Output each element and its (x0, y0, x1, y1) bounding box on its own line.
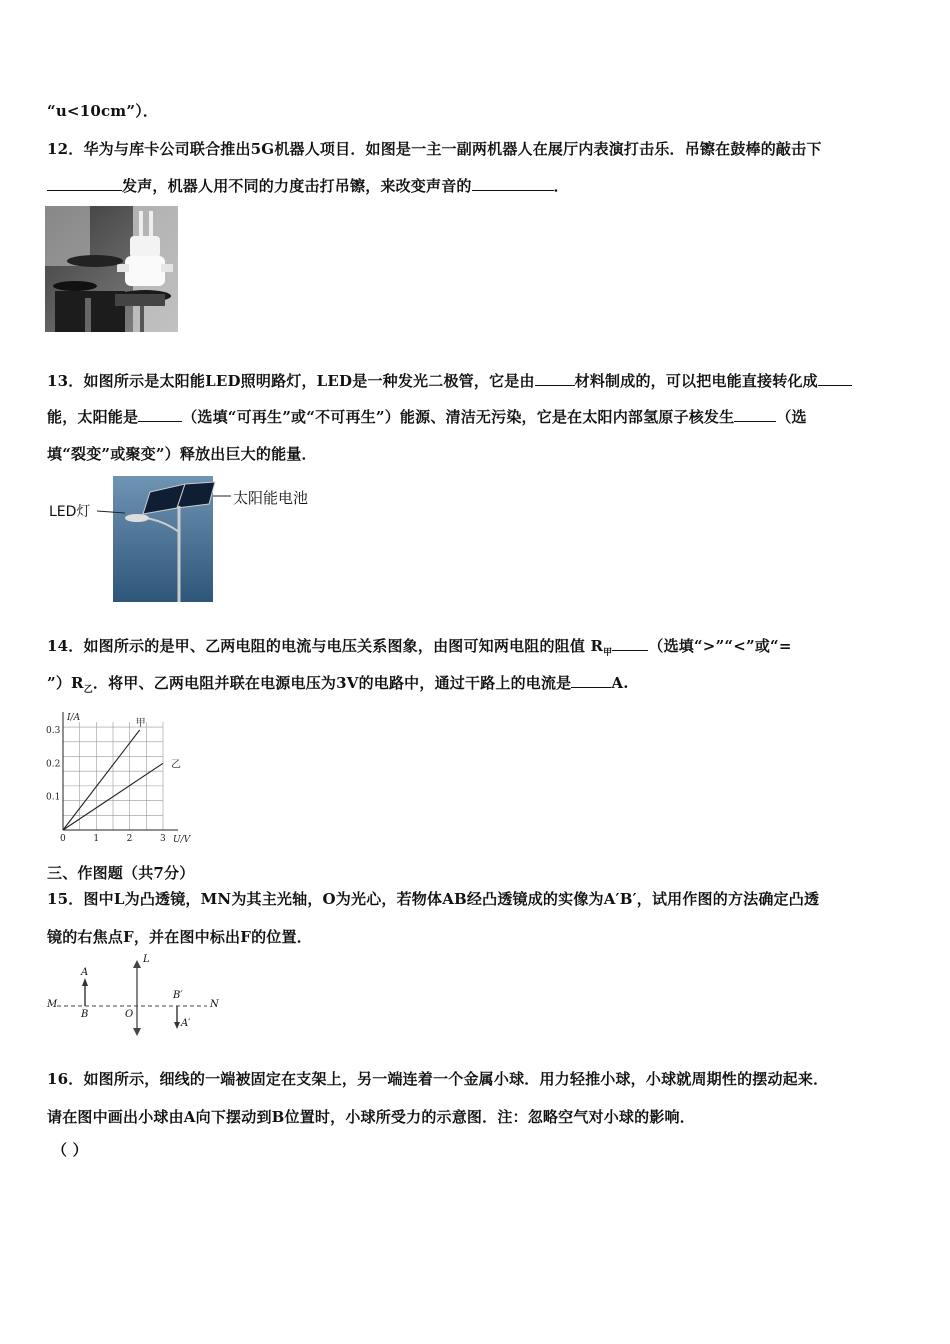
q12-line2-b: ． (553, 177, 569, 195)
q12-line1: 12．华为与库卡公司联合推出5G机器人项目．如图是一主一副两机器人在展厅内表演打击乐．吊镲在鼓棒的敲击下 (47, 140, 822, 158)
solar-panel-label: 太阳能电池 (233, 489, 309, 507)
label-b: B (81, 1009, 89, 1020)
label-o: O (125, 1009, 134, 1020)
x-tick-label: 0 (60, 834, 66, 844)
q14-line2 (47, 672, 629, 695)
q13-blank1[interactable] (535, 371, 575, 386)
q13-line3: 填“裂变”或聚变”）释放出巨大的能量． (47, 445, 317, 463)
q15-line1: 15．图中L为凸透镜，MN为其主光轴，O为光心，若物体AB经凸透镜成的实像为A′B′，试用作图的方法确定凸透 (47, 890, 820, 908)
iv-chart (45, 700, 205, 845)
q16-line2: 请在图中画出小球由A向下摆动到B位置时，小球所受力的示意图．注：忽略空气对小球的影响． (47, 1108, 695, 1126)
q13-line2-a: 能，太阳能是 (47, 408, 139, 426)
q13-blank4[interactable] (734, 407, 776, 422)
q14-line2-a: ”）R (47, 674, 84, 692)
label-a-prime: A′ (181, 1018, 191, 1029)
series-label-1: 乙 (171, 759, 181, 771)
y-tick-label: 0.3 (46, 726, 61, 736)
x-axis-label: U/V (173, 835, 191, 845)
q14-blank1[interactable] (612, 636, 648, 651)
q12-line2-a: 发声，机器人用不同的力度击打吊镲，来改变声音的 (122, 177, 472, 195)
label-n: N (210, 999, 219, 1010)
label-l: L (143, 954, 150, 965)
q13-line2 (47, 406, 807, 427)
section3-heading: 三、作图题（共7分） (47, 864, 195, 882)
q13-blank3[interactable] (138, 407, 182, 422)
q16-answer-paren: （ ） (52, 1141, 88, 1159)
q13-line2-c: （选 (776, 408, 807, 426)
q14-line2-b: ．将甲、乙两电阻并联在电源电压为3V的电路中，通过干路上的电流是 (92, 674, 572, 692)
label-m: M (47, 999, 58, 1010)
q14-line1-a: 14．如图所示的是甲、乙两电阻的电流与电压关系图象，由图可知两电阻的阻值 R (47, 637, 604, 655)
lens-figure (45, 954, 225, 1038)
y-tick-label: 0.2 (46, 759, 61, 770)
q14-line1 (47, 635, 792, 658)
led-label: LED灯 (49, 504, 91, 520)
q14-line2-sub: 乙 (83, 685, 93, 695)
q13-line1-a: 13．如图所示是太阳能LED照明路灯，LED是一种发光二极管，它是由 (47, 372, 535, 390)
label-b-prime: B′ (173, 990, 183, 1001)
y-axis-label: I/A (67, 713, 81, 723)
q14-blank2[interactable] (571, 673, 611, 688)
q13-line1 (47, 370, 852, 391)
q13-line1-b: 材料制成的，可以把电能直接转化成 (574, 372, 818, 390)
q13-blank2[interactable] (818, 371, 852, 386)
robot-drum-photo (45, 206, 178, 332)
x-tick-label: 1 (93, 834, 100, 844)
solar-light-figure (45, 474, 335, 604)
q13-line2-b: （选填“可再生”或“不可再生”）能源、清洁无污染，它是在太阳内部氢原子核发生 (182, 408, 735, 426)
q16-line1: 16．如图所示，细线的一端被固定在支架上，另一端连着一个金属小球．用力轻推小球，小球就周期性的摆动起来． (47, 1070, 829, 1088)
q12-blank2[interactable] (472, 176, 554, 191)
q15-line2: 镜的右焦点F，并在图中标出F的位置． (47, 928, 312, 946)
q14-line1-sub: 甲 (603, 648, 613, 658)
q12-blank1[interactable] (47, 176, 122, 191)
x-tick-label: 3 (160, 834, 166, 844)
x-tick-label: 2 (126, 834, 133, 844)
series-label-0: 甲 (135, 718, 146, 729)
y-tick-label: 0.1 (46, 792, 61, 803)
q12-line2 (47, 175, 569, 196)
q14-line2-c: A. (611, 674, 629, 692)
label-a: A (81, 967, 89, 978)
q14-line1-b: （选填“>”“<”或“= (648, 637, 792, 655)
top-line: “u<10cm”）． (47, 102, 159, 120)
iv-chart-svg (45, 700, 205, 845)
